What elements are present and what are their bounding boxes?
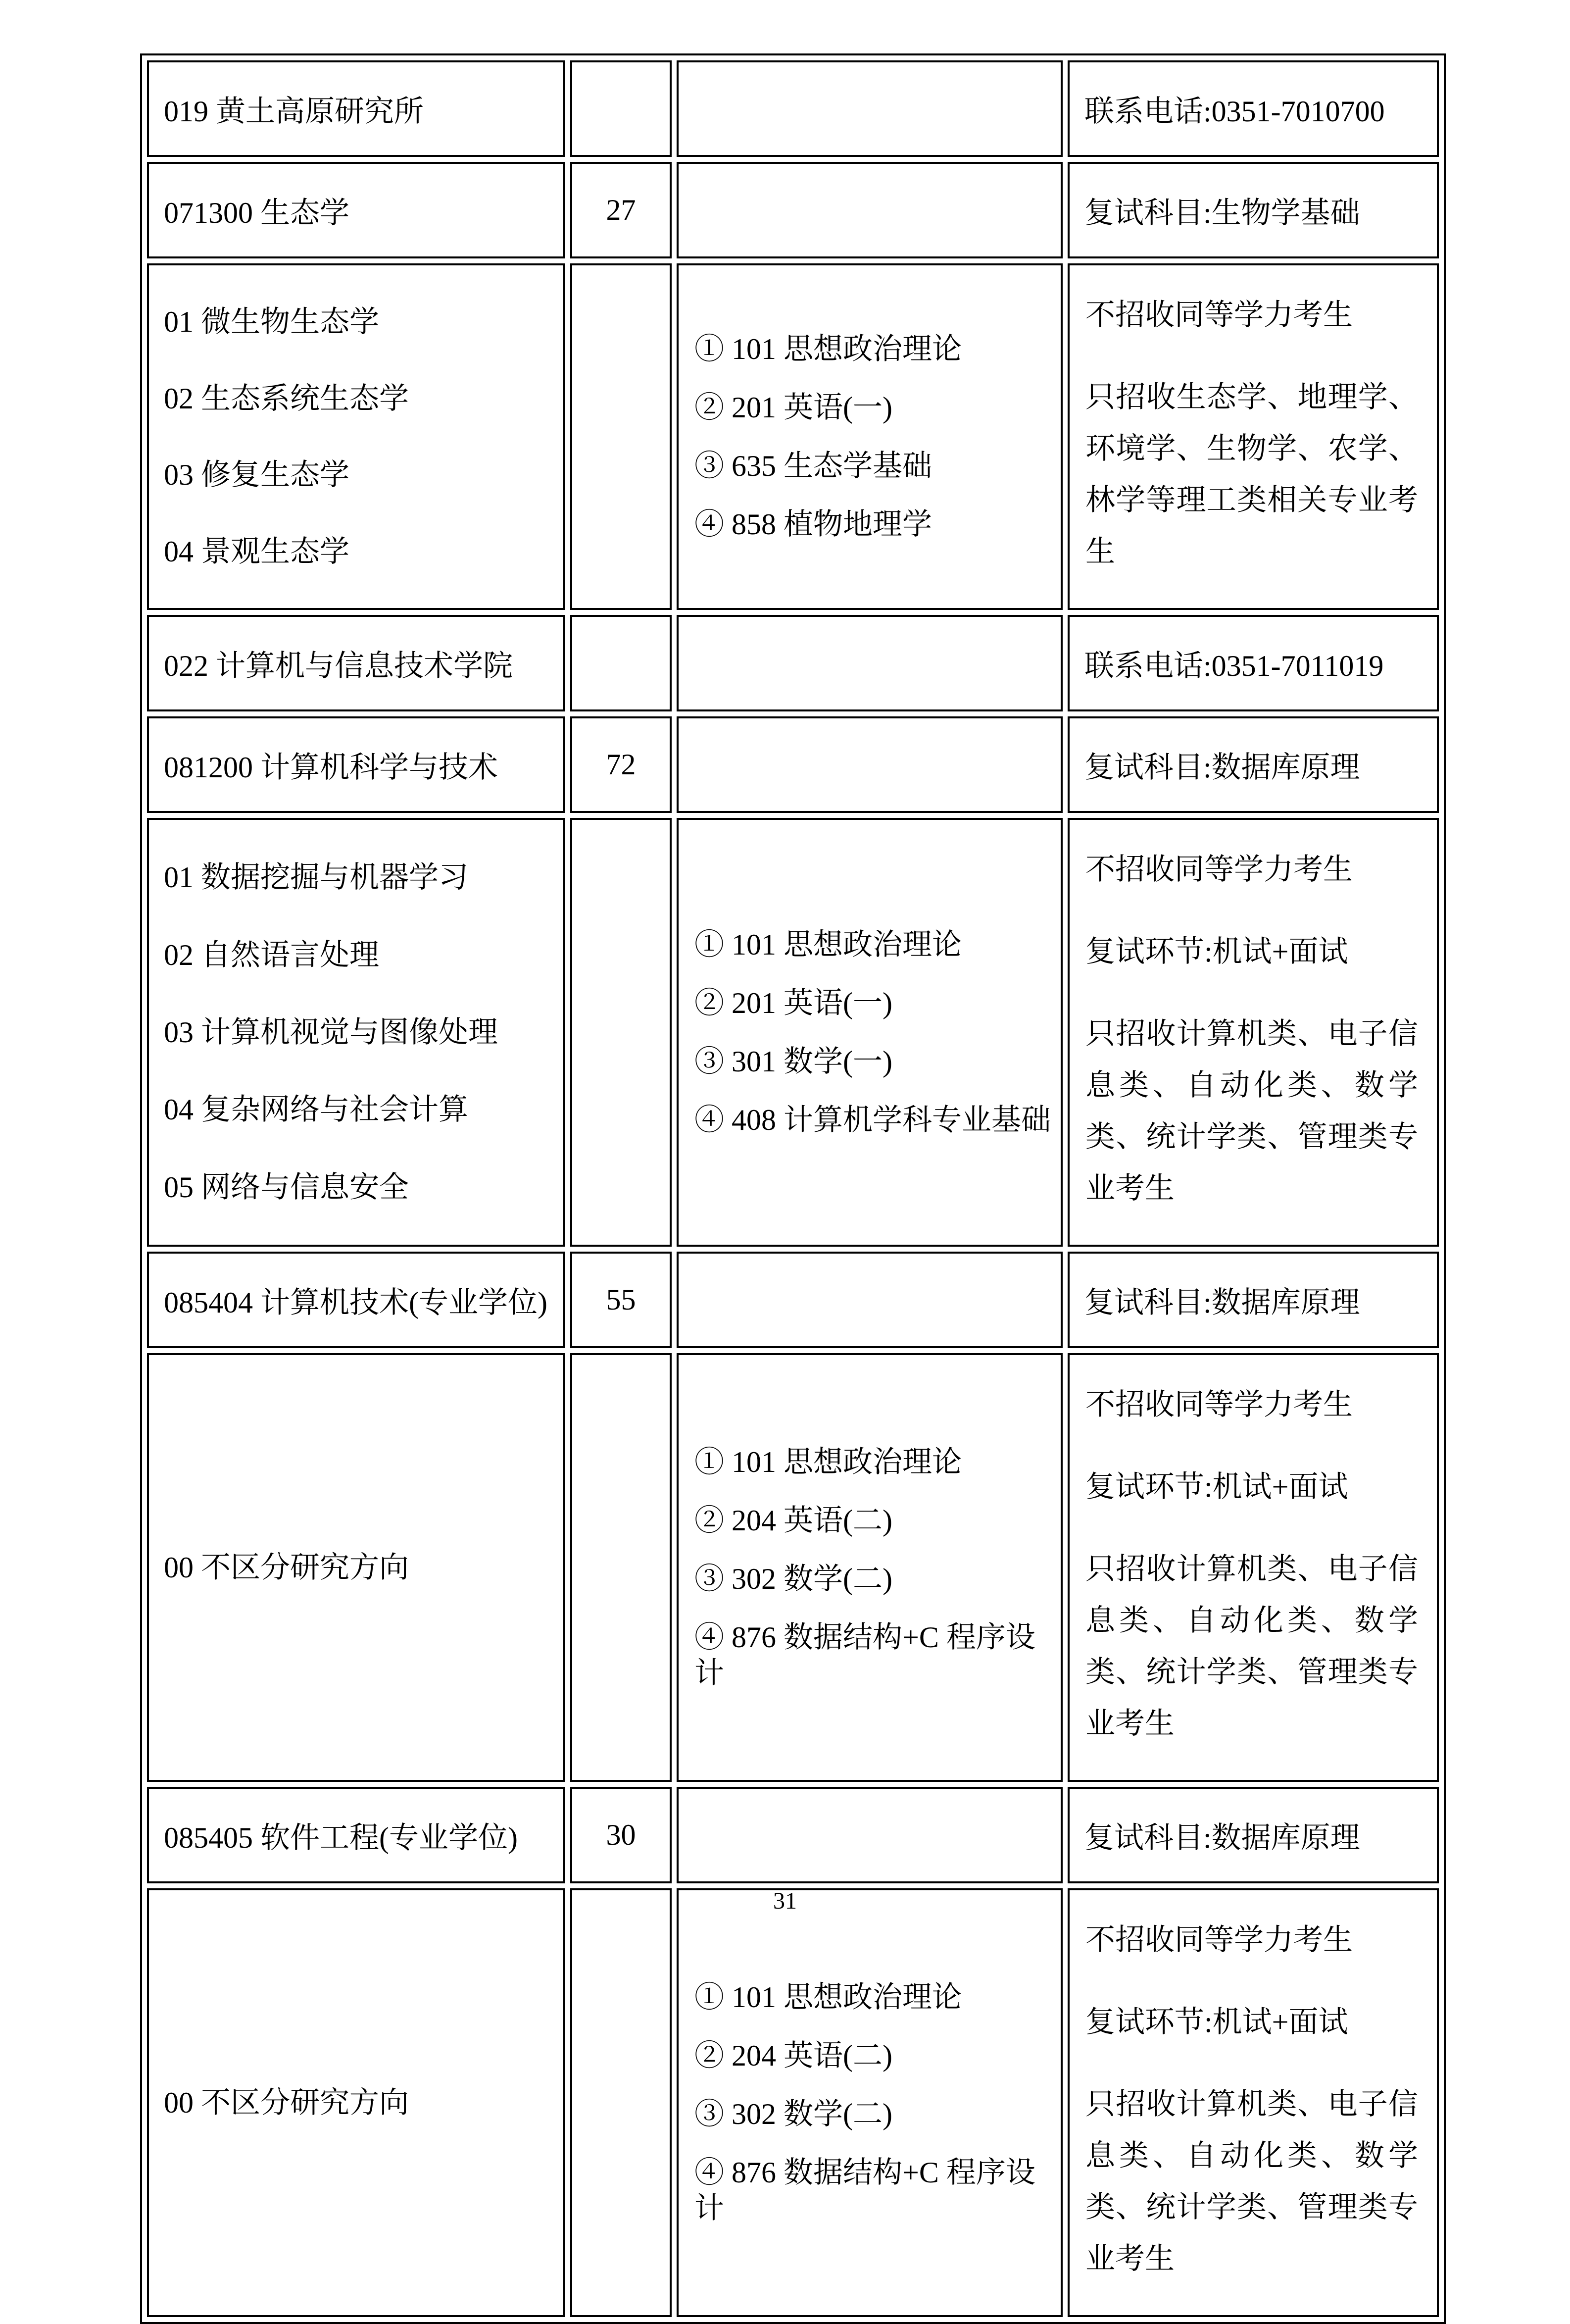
admission-table [140, 53, 1446, 2324]
department-name-cell [147, 615, 565, 711]
table-row [147, 60, 1439, 157]
research-directions [149, 1355, 563, 1780]
admission-count: 72 [606, 748, 636, 781]
direction-item: 00 不区分研究方向 [164, 1551, 409, 1584]
major-name-cell [147, 1787, 565, 1883]
direction-item: 03 修复生态学 [164, 458, 349, 492]
remark-paragraph: 复试环节:机试+面试 [1085, 2006, 1348, 2038]
exam-subject-item: ① 101 思想政治理论 [694, 1446, 962, 1478]
retest-subject-cell [1068, 162, 1439, 258]
table-row [147, 615, 1439, 711]
admission-count: 55 [606, 1283, 636, 1316]
exam-subjects [679, 265, 1061, 608]
research-directions [149, 820, 563, 1245]
exam-subjects-cell [677, 1888, 1063, 2317]
major-name-cell [147, 716, 565, 813]
contact-phone: 联系电话:0351-7010700 [1084, 95, 1385, 128]
direction-item: 02 生态系统生态学 [164, 382, 409, 415]
direction-item: 00 不区分研究方向 [164, 2086, 409, 2119]
department-name: 022 计算机与信息技术学院 [164, 649, 513, 682]
contact-phone-cell [1068, 615, 1439, 711]
direction-item: 04 景观生态学 [164, 535, 349, 568]
remarks [1070, 820, 1437, 1245]
empty-cell [570, 1888, 672, 2317]
remarks-cell [1068, 1888, 1439, 2317]
exam-subject-item: ② 201 英语(一) [694, 987, 892, 1019]
table-row [147, 263, 1439, 610]
exam-subject-item: ④ 876 数据结构+C 程序设计 [694, 2156, 1035, 2224]
retest-subject-cell [1068, 1787, 1439, 1883]
table-row [147, 1252, 1439, 1348]
major-name: 085404 计算机技术(专业学位) [164, 1286, 547, 1319]
retest-subject: 复试科目:数据库原理 [1084, 1821, 1360, 1854]
empty-cell [677, 60, 1063, 157]
remark-paragraph: 只招收计算机类、电子信息类、自动化类、数学类、统计学类、管理类专业考生 [1085, 1553, 1418, 1740]
major-name: 071300 生态学 [164, 196, 349, 229]
admission-count-cell [570, 162, 672, 258]
contact-phone: 联系电话:0351-7011019 [1084, 649, 1384, 682]
retest-subject: 复试科目:数据库原理 [1084, 751, 1360, 784]
research-directions-cell [147, 1888, 565, 2317]
remark-paragraph: 只招收计算机类、电子信息类、自动化类、数学类、统计学类、管理类专业考生 [1085, 2088, 1418, 2275]
research-directions [149, 1890, 563, 2315]
research-directions [149, 265, 563, 608]
exam-subjects-cell [677, 263, 1063, 610]
direction-item: 03 计算机视觉与图像处理 [164, 1015, 498, 1049]
exam-subject-item: ① 101 思想政治理论 [694, 333, 962, 365]
major-name-cell [147, 162, 565, 258]
exam-subjects [679, 1355, 1061, 1780]
research-directions-cell [147, 263, 565, 610]
exam-subject-item: ③ 302 数学(二) [694, 1563, 892, 1595]
admission-count: 27 [606, 194, 636, 226]
exam-subject-item: ③ 301 数学(一) [694, 1045, 892, 1078]
remark-paragraph: 复试环节:机试+面试 [1085, 1470, 1348, 1503]
major-name-cell [147, 1252, 565, 1348]
remarks-cell [1068, 263, 1439, 610]
exam-subject-item: ④ 858 植物地理学 [694, 508, 932, 541]
admission-count-cell [570, 1787, 672, 1883]
remark-paragraph: 不招收同等学力考生 [1085, 299, 1353, 331]
exam-subjects-cell [677, 1353, 1063, 1782]
retest-subject: 复试科目:数据库原理 [1084, 1286, 1360, 1319]
research-directions-cell [147, 1353, 565, 1782]
admission-count: 30 [606, 1819, 636, 1851]
remark-paragraph: 只招收计算机类、电子信息类、自动化类、数学类、统计学类、管理类专业考生 [1085, 1017, 1418, 1205]
exam-subjects [679, 1890, 1061, 2315]
table-row [147, 1353, 1439, 1782]
direction-item: 01 数据挖掘与机器学习 [164, 861, 468, 894]
contact-phone-cell [1068, 60, 1439, 157]
page-number: 31 [773, 1888, 797, 1914]
major-name: 081200 计算机科学与技术 [164, 751, 498, 784]
exam-subject-item: ① 101 思想政治理论 [694, 928, 962, 961]
empty-cell [570, 818, 672, 1247]
exam-subject-item: ② 204 英语(二) [694, 1504, 892, 1537]
remarks [1070, 1355, 1437, 1780]
admission-count-cell [570, 716, 672, 813]
exam-subject-item: ② 201 英语(一) [694, 391, 892, 424]
empty-cell [677, 716, 1063, 813]
direction-item: 04 复杂网络与社会计算 [164, 1093, 468, 1126]
table-row [147, 716, 1439, 813]
empty-cell [570, 263, 672, 610]
research-directions-cell [147, 818, 565, 1247]
empty-cell [677, 615, 1063, 711]
table-row [147, 818, 1439, 1247]
direction-item: 02 自然语言处理 [164, 938, 379, 971]
exam-subject-item: ① 101 思想政治理论 [694, 1981, 962, 2014]
table-row [147, 162, 1439, 258]
remarks-cell [1068, 1353, 1439, 1782]
exam-subject-item: ③ 635 生态学基础 [694, 450, 932, 482]
department-name: 019 黄土高原研究所 [164, 95, 424, 128]
retest-subject: 复试科目:生物学基础 [1084, 196, 1360, 229]
empty-cell [677, 162, 1063, 258]
admission-count-cell [570, 1252, 672, 1348]
remarks [1070, 1890, 1437, 2315]
remark-paragraph: 不招收同等学力考生 [1085, 1388, 1353, 1421]
empty-cell [570, 60, 672, 157]
direction-item: 01 微生物生态学 [164, 305, 379, 339]
major-name: 085405 软件工程(专业学位) [164, 1821, 518, 1854]
exam-subject-item: ④ 876 数据结构+C 程序设计 [694, 1621, 1035, 1689]
empty-cell [570, 615, 672, 711]
exam-subjects [679, 820, 1061, 1245]
department-name-cell [147, 60, 565, 157]
empty-cell [677, 1787, 1063, 1883]
remarks [1070, 265, 1437, 608]
exam-subject-item: ② 204 英语(二) [694, 2039, 892, 2072]
remarks-cell [1068, 818, 1439, 1247]
direction-item: 05 网络与信息安全 [164, 1170, 409, 1204]
remark-paragraph: 不招收同等学力考生 [1085, 1923, 1353, 1956]
remark-paragraph: 不招收同等学力考生 [1085, 853, 1353, 886]
table-row [147, 1787, 1439, 1883]
retest-subject-cell [1068, 1252, 1439, 1348]
exam-subject-item: ④ 408 计算机学科专业基础 [694, 1104, 1051, 1136]
table-row [147, 1888, 1439, 2317]
empty-cell [677, 1252, 1063, 1348]
remark-paragraph: 复试环节:机试+面试 [1085, 935, 1348, 968]
retest-subject-cell [1068, 716, 1439, 813]
empty-cell [570, 1353, 672, 1782]
exam-subject-item: ③ 302 数学(二) [694, 2098, 892, 2130]
exam-subjects-cell [677, 818, 1063, 1247]
remark-paragraph: 只招收生态学、地理学、环境学、生物学、农学、林学等理工类相关专业考生 [1085, 381, 1418, 568]
